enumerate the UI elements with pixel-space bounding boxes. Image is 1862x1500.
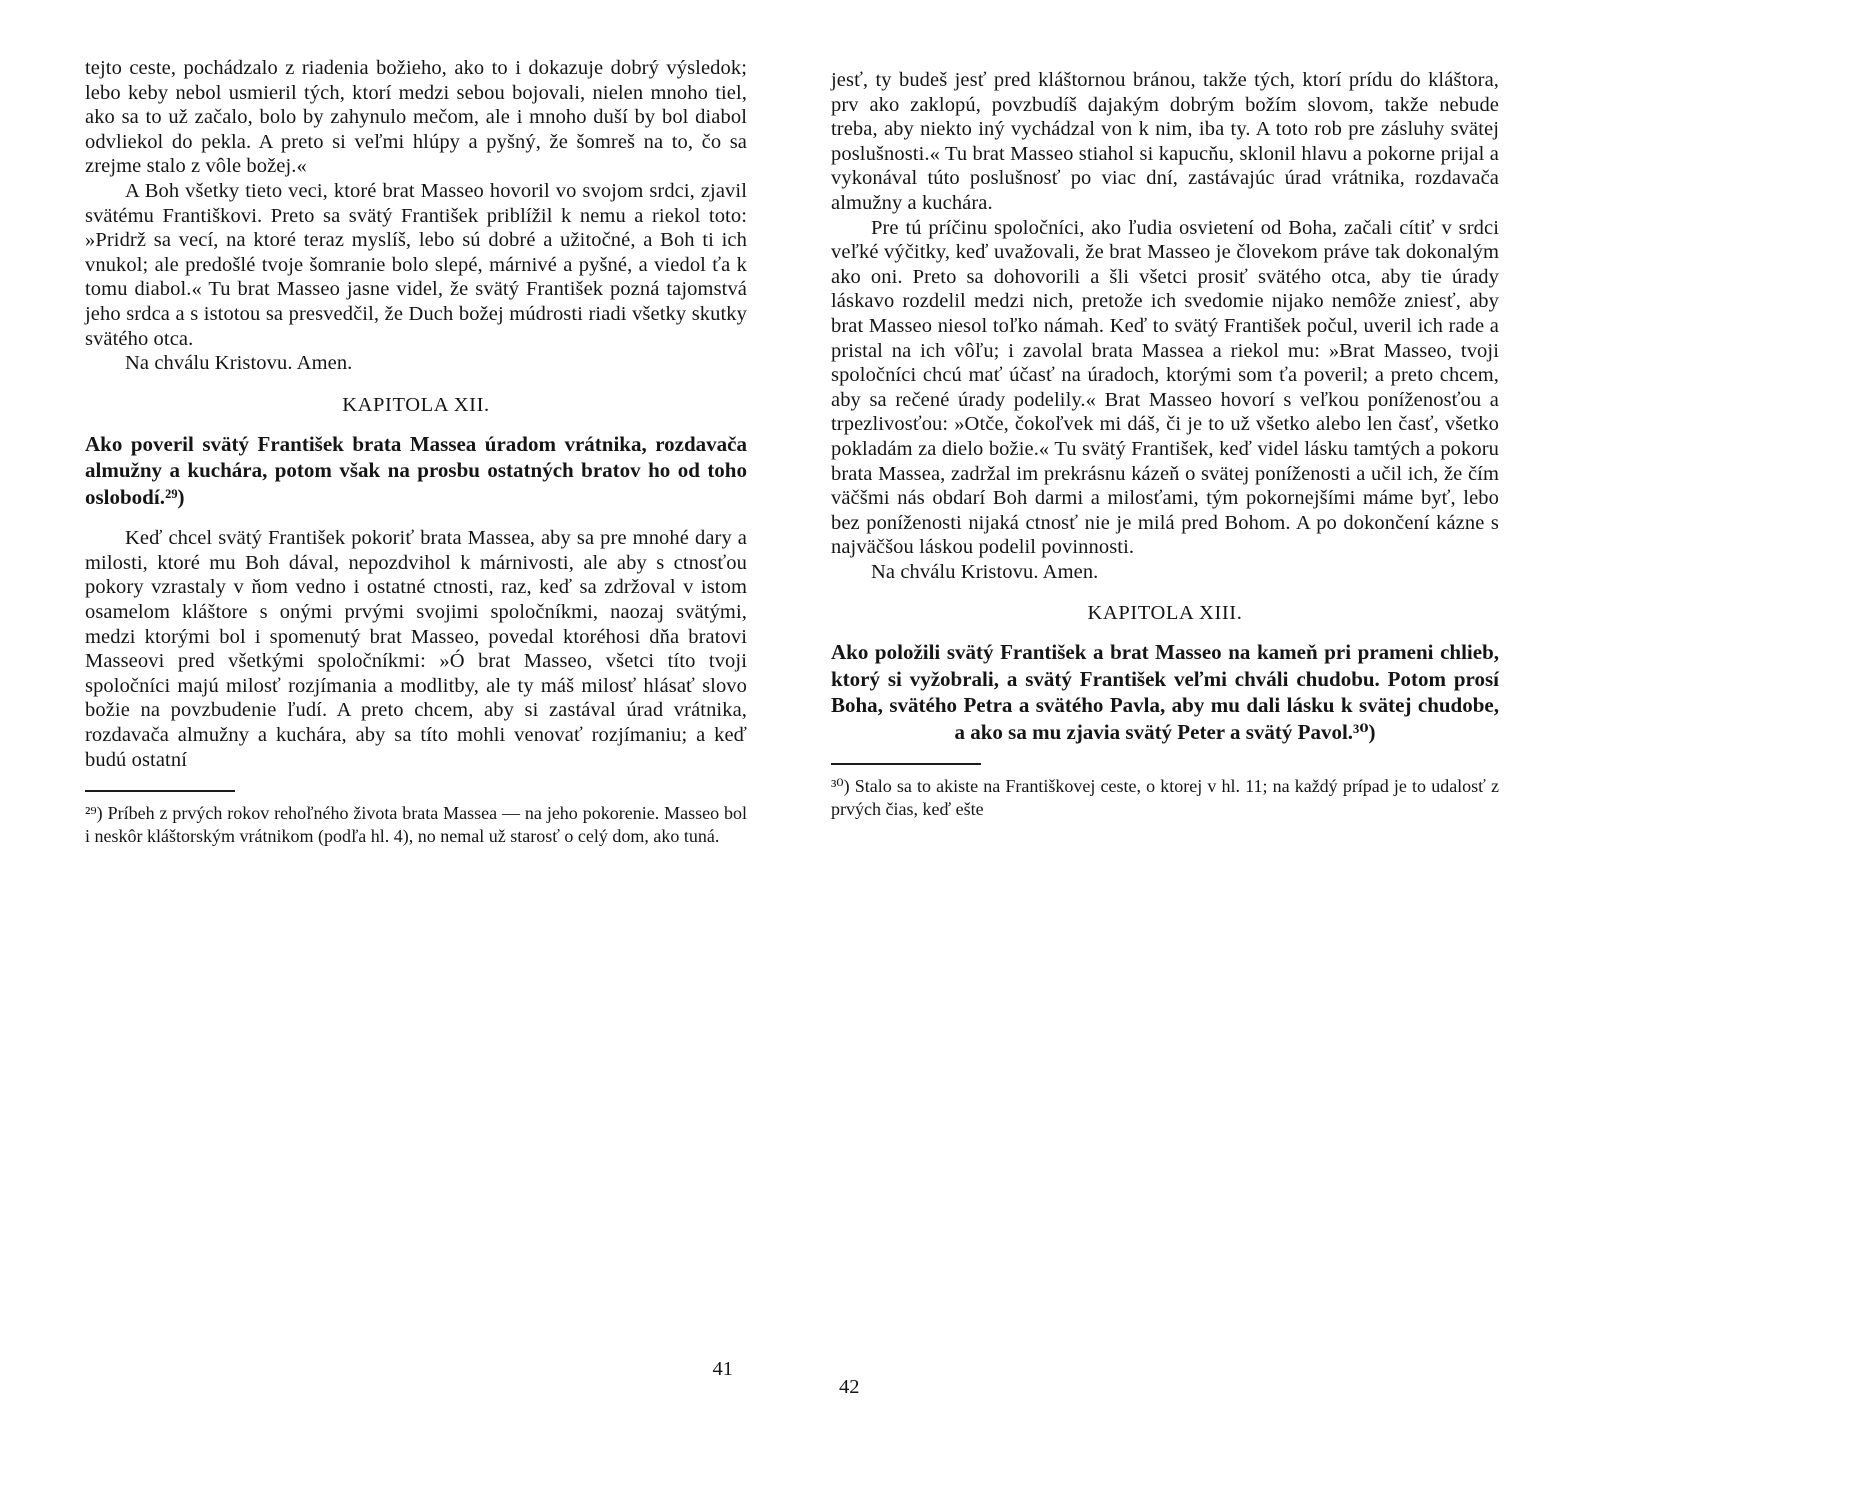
body-paragraph: tejto ceste, pochádzalo z riadenia božieho, ako to i dokazuje dobrý výsledok; lebo keby nebol usmieril tých, ktorí medzi sebou bojovali, nielen mnoho tiel, ako sa to už začalo, bolo by zahynulo mečom, ale i mnoho duší by bol diabol odvliekol do pekla. A preto si veľmi hlúpy a pyšný, že šomreš na to, čo sa zrejme stalo z vôle božej.« xyxy=(85,57,747,178)
footnote-divider xyxy=(85,790,235,792)
chapter-heading: KAPITOLA XII. xyxy=(342,393,490,416)
page-left xyxy=(85,0,747,1500)
page-number: 42 xyxy=(839,1376,860,1398)
body-paragraph: Keď chcel svätý František pokoriť brata Massea, aby sa pre mnohé dary a milosti, ktoré mu Boh dával, nepozdvihol k márnivosti, ale aby s ctnosťou pokory vzrastaly v ňom vedno i ostatné ctnosti, raz, keď sa zdržoval v istom osamelom kláštore s onými prvými svojimi spoločníkmi, naozaj svätými, medzi ktorými bol i spomenutý brat Masseo, povedal ktoréhosi dňa bratovi Masseovi pred všetkými spoločníkmi: »Ó brat Masseo, všetci títo tvoji spoločníci majú milosť rozjímania a modlitby, ale ty máš milosť hlásať slovo božie na povzbudenie ľudí. A preto chcem, aby si zastával úrad vrátnika, rozdavača almužny a kuchára, aby sa títo mohli venovať rozjímaniu; a keď budú ostatní xyxy=(85,527,747,771)
page-right xyxy=(831,0,1499,1500)
chapter-heading: KAPITOLA XIII. xyxy=(1087,602,1243,625)
body-paragraph: A Boh všetky tieto veci, ktoré brat Masseo hovoril vo svojom srdci, zjavil svätému Františkovi. Preto sa svätý František priblížil k nemu a riekol toto: »Pridrž sa vecí, na ktoré teraz myslíš, lebo sú dobré a užitočné, a Boh ti ich vnukol; ale predošlé tvoje šomranie bolo slepé, márnivé a pyšné, a viedol ťa k tomu diabol.« Tu brat Masseo jasne videl, že svätý František pozná tajomstvá jeho srdca a s istotou sa presvedčil, že Duch božej múdrosti riadi všetky skutky svätého otca. xyxy=(85,179,747,350)
doxology-line: Na chválu Kristovu. Amen. xyxy=(125,352,353,375)
footnote: ²⁹) Príbeh z prvých rokov rehoľného života brata Massea — na jeho pokorenie. Masseo bol i neskôr kláštorským vrátnikom (podľa hl. 4), no nemal už starosť o celý dom, ako tuná. xyxy=(85,803,747,846)
body-paragraph: jesť, ty budeš jesť pred kláštornou bránou, takže tých, ktorí prídu do kláštora, prv ako zaklopú, povzbudíš dajakým dobrým božím slovom, takže nebude treba, aby niekto iný vychádzal von k nim, iba ty. A toto rob pre zásluhy svätej poslušnosti.« Tu brat Masseo stiahol si kapucňu, sklonil hlavu a pokorne prijal a vykonával túto poslušnosť po viac dní, zastávajúc úrad vrátnika, rozdavača almužny a kuchára. xyxy=(831,69,1499,214)
doxology-line: Na chválu Kristovu. Amen. xyxy=(871,560,1099,583)
body-paragraph: Pre tú príčinu spoločníci, ako ľudia osvietení od Boha, začali cítiť v srdci veľké výčitky, keď uvažovali, že brat Masseo je človekom práve tak dokonalým ako oni. Preto sa dohovorili a šli všetci prosiť svätého otca, aby tie úrady láskavo rozdelil medzi nich, pretože ich svedomie nijako nemôže zniesť, aby brat Masseo niesol toľko námah. Keď to svätý František počul, uveril ich rade a pristal na ich vôľu; i zavolal brata Massea a riekol mu: »Brat Masseo, tvoji spoločníci chcú mať účasť na úradoch, ktorými som ťa poveril; a preto chcem, aby sa rečené úrady podelily.« Brat Masseo hovorí s veľkou poníženosťou a trpezlivosťou: »Otče, čokoľvek mi dáš, či je to už všetko alebo len časť, všetko pokladám za dielo božie.« Tu svätý František, keď videl lásku tamtých a pokoru brata Massea, zadržal im prekrásnu kázeň o svätej poníženosti a učil ich, že čím väčšmi nás obdarí Boh darmi a milosťami, tým pokornejšími máme byť, lebo bez poníženosti nijaká ctnosť nie je milá pred Bohom. A po dokončení kázne s najväčšou láskou podelil povinnosti. xyxy=(831,216,1499,559)
footnote-divider xyxy=(831,763,981,765)
footnote: ³⁰) Stalo sa to akiste na Františkovej ceste, o ktorej v hl. 11; na každý prípad je to udalosť z prvých čias, keď ešte xyxy=(831,776,1499,819)
chapter-title: Ako poveril svätý František brata Massea úradom vrátnika, rozdavača almužny a kuchára, potom však na prosbu ostatných bratov ho od toho oslobodí.²⁹) xyxy=(85,431,747,509)
chapter-title: Ako položili svätý František a brat Masseo na kameň pri prameni chlieb, ktorý si vyžobrali, a svätý František veľmi chváli chudobu. Potom prosí Boha, svätého Petra a svätého Pavla, aby mu dali lásku k svätej chudobe, a ako sa mu zjavia svätý Peter a svätý Pavol.³⁰) xyxy=(831,640,1499,744)
page-number: 41 xyxy=(712,1358,733,1380)
